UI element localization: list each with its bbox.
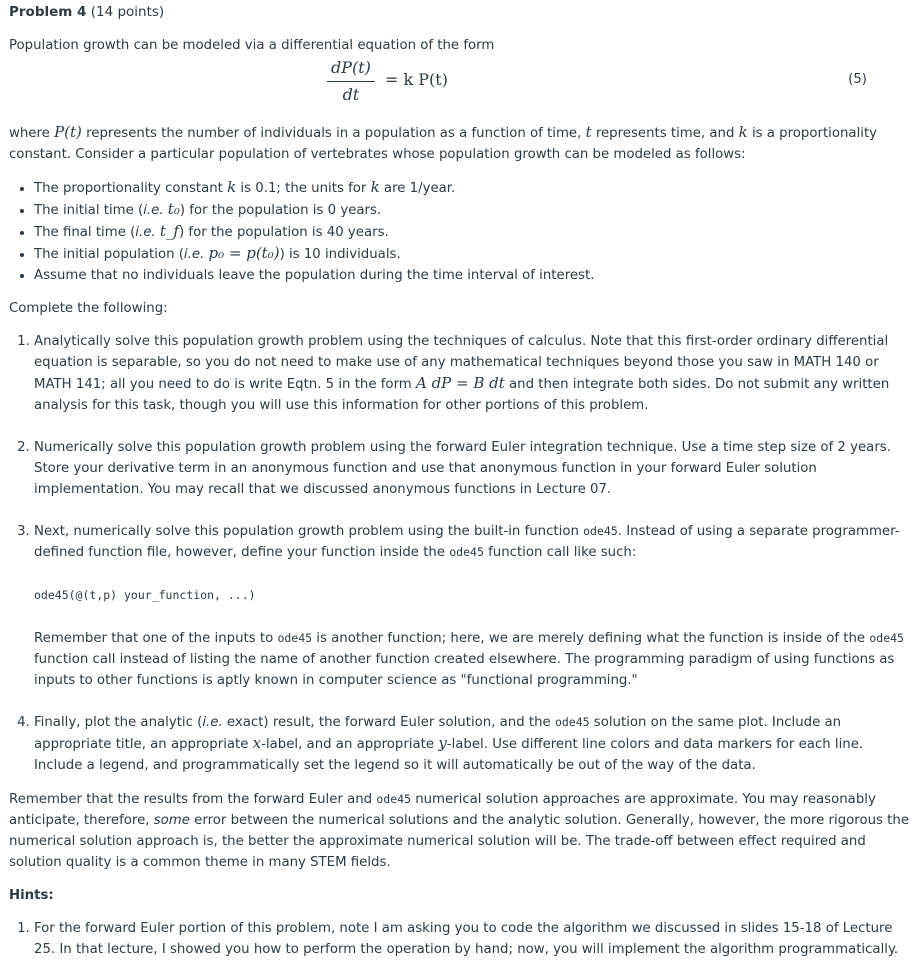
tasks-list bbox=[9, 331, 909, 776]
equation-rhs: = k P(t) bbox=[385, 70, 448, 89]
task-item-1: 1. Analytically solve this population growth problem using the techniques of calculus. Note that this first-order ordinary differential equation is separable, so you do not need to make use of any mathematical techniques beyond those you saw in MATH 140 or MATH 141; all you need to do is write Eqtn. 5 in the form A dP = B dt and then integrate both sides. Do not submit any written analysis for this task, though you will use this information for other portions of this problem. bbox=[34, 331, 909, 416]
math-form: A dP = B dt bbox=[415, 374, 505, 392]
where-paragraph: where P(t) represents the number of individuals in a population as a function of time, t represents time, and k is a proportionality constant. Consider a particular population of vertebrates whose population growth can be modeled as follows: bbox=[9, 123, 878, 162]
inline-code: ode45 bbox=[869, 631, 904, 645]
equation-number: (5) bbox=[848, 72, 867, 87]
hint-item: 1. For the forward Euler portion of this problem, note I am asking you to code the algorithm we discussed in slides 15-18 of Lecture 25. In that lecture, I showed you how to perform the operation by hand; now, you will implement the algorithm programmatically. bbox=[34, 918, 909, 960]
inline-code: ode45 bbox=[583, 524, 618, 538]
task-item-3: 3. Next, numerically solve this population growth problem using the built-in function ode45. Instead of using a separate programmer-defined function file, however, define your function inside the ode45 function call like such: ode45(@(t,p) your_function, ...) Remember that one of the inputs to ode45 is another function; here, we are merely defining what the function is inside of the ode45 function call instead of listing the name of another function created elsewhere. The programming paradigm of using functions as inputs to other functions is aptly known in computer science as "functional programming." bbox=[34, 521, 909, 691]
task-item-4: 4. Finally, plot the analytic (i.e. exact) result, the forward Euler solution, and the ode45 solution on the same plot. Include an appropriate title, an appropriate x-label, and an appropriate y-label. Use different line colors and data markers for each line. Include a legend, and programmatically set the legend so it will automatically be out of the way of the data. bbox=[34, 712, 909, 776]
equation-5 bbox=[9, 58, 909, 114]
conditions-list bbox=[9, 177, 909, 286]
list-item: • Assume that no individuals leave the population during the time interval of interest. bbox=[34, 265, 909, 286]
problem-points: (14 points) bbox=[86, 4, 165, 20]
inline-code: ode45 bbox=[554, 715, 590, 729]
complete-heading: Complete the following: bbox=[9, 301, 168, 316]
list-item: • The initial time (i.e. t₀) for the population is 0 years. bbox=[34, 199, 909, 221]
inline-code: ode45 bbox=[376, 792, 411, 806]
fraction-numerator: dP(t) bbox=[327, 58, 375, 82]
inline-code: ode45 bbox=[277, 631, 313, 645]
problem-number: Problem 4 bbox=[9, 4, 87, 20]
equation-fraction bbox=[327, 58, 375, 105]
math-t: t bbox=[585, 123, 592, 141]
math-x: x bbox=[252, 734, 262, 752]
hints-list bbox=[9, 918, 909, 960]
math-P-of-t: P(t) bbox=[54, 123, 82, 141]
math-y: y bbox=[438, 734, 447, 752]
remember-paragraph: Remember that the results from the forward Euler and ode45 numerical solution approaches are approximate. You may reasonably anticipate, therefore, some error between the numerical solutions and the analytic solution. Generally, however, the more rigorous the numerical solution approach is, the better the approximate numerical solution will be. The trade-off between effect required and solution quality is a common theme in many STEM fields. bbox=[9, 792, 910, 870]
list-item: • The proportionality constant k is 0.1; the units for k are 1/year. bbox=[34, 177, 909, 199]
math-k: k bbox=[738, 123, 748, 141]
list-item: • The initial population (i.e. p₀ = p(t₀)) is 10 individuals. bbox=[34, 243, 909, 265]
list-item: • The final time (i.e. t_f) for the population is 40 years. bbox=[34, 221, 909, 243]
inline-code: ode45 bbox=[449, 545, 484, 559]
intro-text: Population growth can be modeled via a differential equation of the form bbox=[9, 38, 495, 53]
code-example: ode45(@(t,p) your_function, ...) bbox=[34, 588, 256, 602]
fraction-denominator: dt bbox=[342, 85, 360, 104]
problem-title bbox=[9, 0, 909, 23]
hints-heading: Hints: bbox=[9, 888, 54, 903]
task-item-2: 2. Numerically solve this population growth problem using the forward Euler integration technique. Use a time step size of 2 years. Store your derivative term in an anonymous function and use that anonymous function in your forward Euler solution implementation. You may recall that we discussed anonymous functions in Lecture 07. bbox=[34, 437, 909, 500]
